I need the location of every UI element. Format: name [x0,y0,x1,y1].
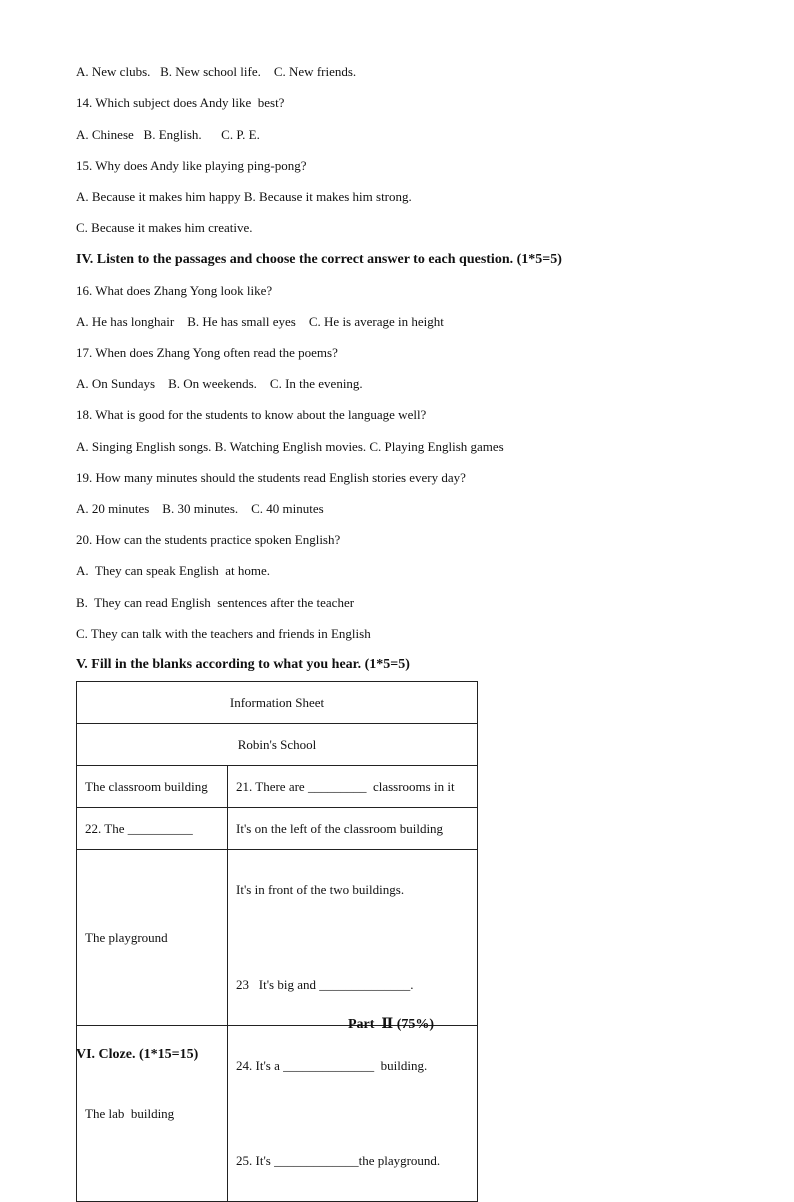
playground-location: It's in front of the two buildings. [236,882,405,897]
q13-options: A. New clubs. B. New school life. C. New friends. [76,64,357,79]
part-2-heading: Part Ⅱ (75%) [348,1017,435,1032]
table-row [77,850,478,1026]
q20-option-b: B. They can read English sentences after the teacher [76,595,355,610]
row-label-lab-building: The lab building [77,1026,228,1202]
question-15: 15. Why does Andy like playing ping-pong? [76,158,307,173]
q20-option-a: A. They can speak English at home. [76,563,270,578]
q19-options: A. 20 minutes B. 30 minutes. C. 40 minutes [76,501,324,516]
table-title: Information Sheet [77,682,478,724]
table-school: Robin's School [77,724,478,766]
row-label-classroom-building: The classroom building [77,766,228,808]
row-value-lab-building [228,1026,478,1202]
table-row [77,808,478,850]
row-value-q25: 25. It's _____________the playground. [236,1153,441,1168]
section-4-heading: IV. Listen to the passages and choose the correct answer to each question. (1*5=5) [76,252,562,267]
question-16: 16. What does Zhang Yong look like? [76,283,273,298]
q18-options: A. Singing English songs. B. Watching English movies. C. Playing English games [76,439,504,454]
section-5-heading: V. Fill in the blanks according to what you hear. (1*5=5) [76,657,410,672]
row-label-playground: The playground [77,850,228,1026]
question-20: 20. How can the students practice spoken English? [76,532,341,547]
q16-options: A. He has longhair B. He has small eyes C. He is average in height [76,314,444,329]
question-14: 14. Which subject does Andy like best? [76,95,285,110]
question-17: 17. When does Zhang Yong often read the poems? [76,345,338,360]
row-value-q24: 24. It's a ______________ building. [236,1058,428,1073]
row-value-playground [228,850,478,1026]
row-value-q21: 21. There are _________ classrooms in it [228,766,478,808]
q14-options: A. Chinese B. English. C. P. E. [76,127,260,142]
row-label-q22: 22. The __________ [77,808,228,850]
q17-options: A. On Sundays B. On weekends. C. In the evening. [76,376,363,391]
table-row [77,766,478,808]
q20-option-c: C. They can talk with the teachers and friends in English [76,626,371,641]
q15-options-ab: A. Because it makes him happy B. Because it makes him strong. [76,189,412,204]
question-19: 19. How many minutes should the students read English stories every day? [76,470,466,485]
row-value-q22: It's on the left of the classroom building [228,808,478,850]
section-6-heading: VI. Cloze. (1*15=15) [76,1047,199,1062]
information-sheet-table [76,681,478,1202]
row-value-q23: 23 It's big and ______________. [236,977,414,992]
question-18: 18. What is good for the students to know about the language well? [76,407,427,422]
q15-option-c: C. Because it makes him creative. [76,220,253,235]
